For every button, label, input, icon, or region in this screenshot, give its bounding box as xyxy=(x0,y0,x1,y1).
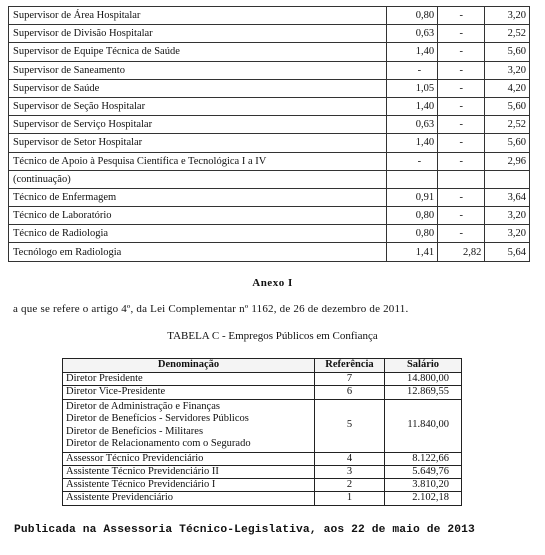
table-row xyxy=(9,25,530,43)
row-value: - xyxy=(387,152,438,170)
row-value: 3,20 xyxy=(485,7,530,25)
header-referencia: Referência xyxy=(315,359,385,373)
row-value: - xyxy=(438,152,485,170)
row-value: 0,63 xyxy=(387,116,438,134)
table-row xyxy=(9,97,530,115)
row-label: (continuação) xyxy=(9,170,387,188)
table-row xyxy=(63,452,462,465)
reference-value: 5 xyxy=(315,399,385,452)
reference-text: a que se refere o artigo 4º, da Lei Complementar nº 1162, de 26 de dezembro de 2011. xyxy=(13,303,409,315)
row-label: Técnico de Apoio à Pesquisa Científica e Tecnológica I a IV xyxy=(9,152,387,170)
job-title-line: Assistente Técnico Previdenciário II xyxy=(66,465,219,477)
reference-value: 3 xyxy=(315,465,385,478)
table-row xyxy=(9,225,530,243)
row-value: - xyxy=(438,61,485,79)
row-value: 5,60 xyxy=(485,134,530,152)
table-row xyxy=(63,373,462,386)
header-salario: Salário xyxy=(385,359,462,373)
reference-value: 2 xyxy=(315,479,385,492)
row-value: - xyxy=(438,43,485,61)
reference-value: 6 xyxy=(315,386,385,399)
row-value: - xyxy=(387,61,438,79)
row-label: Supervisor de Seção Hospitalar xyxy=(9,97,387,115)
table-row xyxy=(63,465,462,478)
salary-value: 3.810,20 xyxy=(385,479,462,492)
row-value: - xyxy=(438,79,485,97)
row-value: 0,91 xyxy=(387,188,438,206)
row-value: 2,82 xyxy=(438,243,485,261)
row-label: Supervisor de Equipe Técnica de Saúde xyxy=(9,43,387,61)
salary-value: 11.840,00 xyxy=(385,399,462,452)
table-row xyxy=(9,170,530,188)
row-value xyxy=(485,170,530,188)
row-label: Supervisor de Saneamento xyxy=(9,61,387,79)
table-row xyxy=(9,243,530,261)
table-row xyxy=(63,479,462,492)
job-title-line: Diretor Vice-Presidente xyxy=(66,386,166,398)
row-label: Supervisor de Área Hospitalar xyxy=(9,7,387,25)
row-label: Supervisor de Serviço Hospitalar xyxy=(9,116,387,134)
row-value xyxy=(438,170,485,188)
row-value: 1,41 xyxy=(387,243,438,261)
publication-footer: Publicada na Assessoria Técnico-Legislativa, aos 22 de maio de 2013 xyxy=(14,524,475,536)
job-title-line: Assistente Técnico Previdenciário I xyxy=(66,479,216,491)
row-label: Tecnólogo em Radiologia xyxy=(9,243,387,261)
row-value: 3,20 xyxy=(485,225,530,243)
table-row xyxy=(9,7,530,25)
table-c-title: TABELA C - Empregos Públicos em Confiança xyxy=(167,330,378,342)
row-value: - xyxy=(438,225,485,243)
table-c-header-row xyxy=(63,359,462,373)
row-value: - xyxy=(438,97,485,115)
row-value: 1,40 xyxy=(387,97,438,115)
row-value: 0,80 xyxy=(387,7,438,25)
row-label: Técnico de Radiologia xyxy=(9,225,387,243)
row-label: Supervisor de Saúde xyxy=(9,79,387,97)
job-title xyxy=(63,399,315,452)
row-value: 0,63 xyxy=(387,25,438,43)
job-title-line: Diretor Presidente xyxy=(66,373,143,384)
row-value: 0,80 xyxy=(387,225,438,243)
gratification-table xyxy=(8,6,530,262)
row-value: - xyxy=(438,207,485,225)
reference-value: 7 xyxy=(315,373,385,386)
row-value: - xyxy=(438,25,485,43)
row-value: 1,05 xyxy=(387,79,438,97)
row-value: 5,60 xyxy=(485,97,530,115)
reference-value: 4 xyxy=(315,452,385,465)
row-value: - xyxy=(438,134,485,152)
annex-title: Anexo I xyxy=(252,277,293,289)
salary-value: 14.800,00 xyxy=(385,373,462,386)
job-title-line: Assessor Técnico Previdenciário xyxy=(66,452,204,464)
salary-value: 8.122,66 xyxy=(385,452,462,465)
table-row xyxy=(9,116,530,134)
table-row xyxy=(9,134,530,152)
salary-value: 12.869,55 xyxy=(385,386,462,399)
row-value: 2,96 xyxy=(485,152,530,170)
row-value: 3,20 xyxy=(485,207,530,225)
table-row xyxy=(9,43,530,61)
row-label: Supervisor de Divisão Hospitalar xyxy=(9,25,387,43)
row-value: 2,52 xyxy=(485,25,530,43)
table-row xyxy=(9,79,530,97)
row-value: 1,40 xyxy=(387,134,438,152)
row-value: 0,80 xyxy=(387,207,438,225)
table-row xyxy=(9,152,530,170)
job-title-line: Assistente Previdenciário xyxy=(66,492,174,504)
table-row xyxy=(9,188,530,206)
table-row xyxy=(9,207,530,225)
job-title xyxy=(63,386,315,399)
job-title xyxy=(63,465,315,478)
row-label: Técnico de Enfermagem xyxy=(9,188,387,206)
job-title xyxy=(63,452,315,465)
job-title xyxy=(63,373,315,386)
table-c xyxy=(62,358,462,506)
job-title xyxy=(63,479,315,492)
row-value: 4,20 xyxy=(485,79,530,97)
row-value: 1,40 xyxy=(387,43,438,61)
table-row xyxy=(63,399,462,452)
row-value: 5,64 xyxy=(485,243,530,261)
job-title-line: Diretor de Administração e Finanças xyxy=(66,400,220,412)
row-label: Técnico de Laboratório xyxy=(9,207,387,225)
table-row xyxy=(9,61,530,79)
row-value: - xyxy=(438,116,485,134)
reference-value: 1 xyxy=(315,492,385,505)
row-value xyxy=(387,170,438,188)
header-denominacao: Denominação xyxy=(63,359,315,373)
job-title-line: Diretor de Relacionamento com o Segurado xyxy=(66,438,251,450)
row-value: 3,20 xyxy=(485,61,530,79)
row-label: Supervisor de Setor Hospitalar xyxy=(9,134,387,152)
table-row xyxy=(63,386,462,399)
row-value: 3,64 xyxy=(485,188,530,206)
salary-value: 5.649,76 xyxy=(385,465,462,478)
row-value: 2,52 xyxy=(485,116,530,134)
job-title-line: Diretor de Benefícios - Servidores Públicos xyxy=(66,413,249,425)
table-row xyxy=(63,492,462,505)
job-title xyxy=(63,492,315,505)
row-value: - xyxy=(438,7,485,25)
salary-value: 2.102,18 xyxy=(385,492,462,505)
row-value: 5,60 xyxy=(485,43,530,61)
job-title-line: Diretor de Benefícios - Militares xyxy=(66,425,204,437)
row-value: - xyxy=(438,188,485,206)
